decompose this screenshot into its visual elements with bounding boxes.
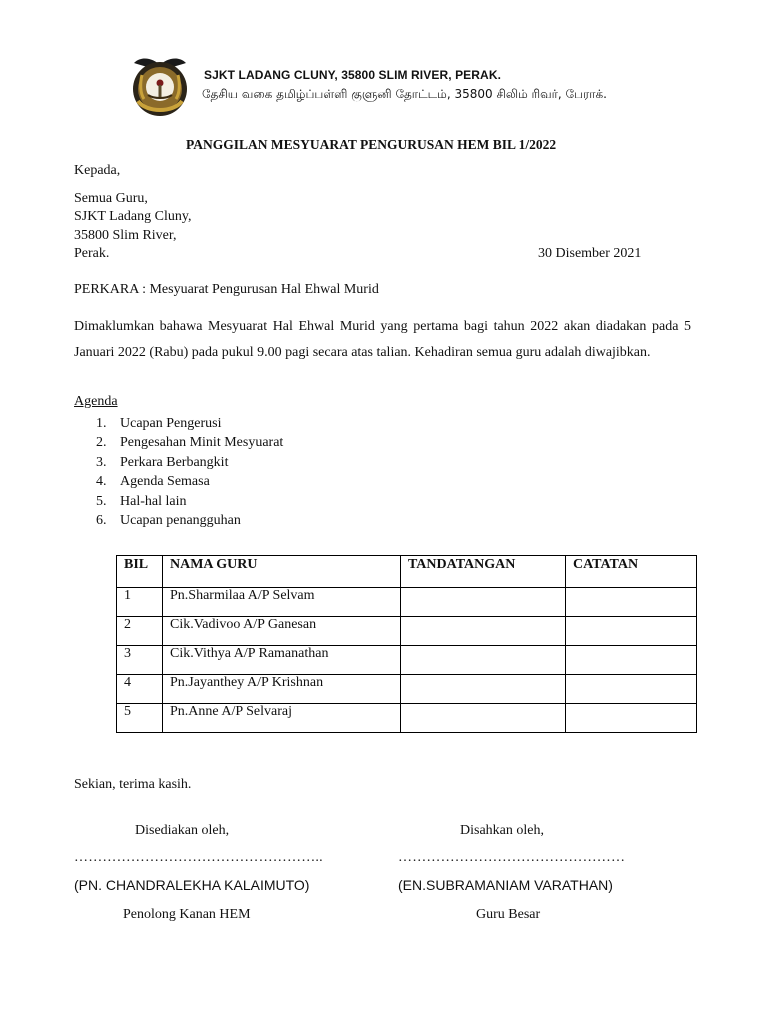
table-row xyxy=(117,646,697,675)
cell-catatan xyxy=(566,646,697,675)
recipient-line-3: 35800 Slim River, xyxy=(74,228,177,243)
cell-tandatangan xyxy=(401,617,566,646)
subject-line: PERKARA : Mesyuarat Pengurusan Hal Ehwal Murid xyxy=(74,282,379,297)
school-logo xyxy=(128,53,192,119)
cell-bil: 5 xyxy=(117,704,163,733)
header-tandatangan: TANDATANGAN xyxy=(401,556,566,588)
cell-bil: 2 xyxy=(117,617,163,646)
agenda-item: 2. Pengesahan Minit Mesyuarat xyxy=(96,435,284,451)
header-catatan: CATATAN xyxy=(566,556,697,588)
cell-catatan xyxy=(566,617,697,646)
cell-bil: 3 xyxy=(117,646,163,675)
closing-line: Sekian, terima kasih. xyxy=(74,777,192,792)
recipient-line-4: Perak. xyxy=(74,246,110,261)
cell-tandatangan xyxy=(401,675,566,704)
school-name-tamil: தேசிய வகை தமிழ்ப்பள்ளி குளுனி தோட்டம், 35800 சிலிம் ரிவர், பேராக். xyxy=(202,87,607,101)
cell-nama: Pn.Anne A/P Selvaraj xyxy=(163,704,401,733)
cell-nama: Cik.Vadivoo A/P Ganesan xyxy=(163,617,401,646)
signatory-name-left: (PN. CHANDRALEKHA KALAIMUTO) xyxy=(74,877,310,893)
recipient-line-1: Semua Guru, xyxy=(74,191,148,206)
table-row xyxy=(117,704,697,733)
attendance-table xyxy=(116,555,697,733)
cell-tandatangan xyxy=(401,646,566,675)
letter-date: 30 Disember 2021 xyxy=(538,246,642,261)
cell-bil: 1 xyxy=(117,588,163,617)
signatory-position-right: Guru Besar xyxy=(476,907,541,922)
signatory-position-left: Penolong Kanan HEM xyxy=(123,907,251,922)
school-name-english: SJKT LADANG CLUNY, 35800 SLIM RIVER, PERAK. xyxy=(204,68,502,82)
recipient-line-2: SJKT Ladang Cluny, xyxy=(74,209,192,224)
cell-nama: Pn.Jayanthey A/P Krishnan xyxy=(163,675,401,704)
cell-tandatangan xyxy=(401,588,566,617)
agenda-item: 5. Hal-hal lain xyxy=(96,493,187,509)
header-nama-guru: NAMA GURU xyxy=(163,556,401,588)
cell-bil: 4 xyxy=(117,675,163,704)
table-header-row xyxy=(117,556,697,588)
table-row xyxy=(117,617,697,646)
agenda-item: 6. Ucapan penangguhan xyxy=(96,512,241,528)
signature-line-left: …………………………………………….. xyxy=(74,850,323,865)
agenda-heading: Agenda xyxy=(74,394,118,409)
agenda-list xyxy=(74,414,283,530)
letter-title: PANGGILAN MESYUARAT PENGURUSAN HEM BIL 1/2022 xyxy=(186,137,557,152)
signature-line-right: ………………………………………… xyxy=(398,850,626,865)
cell-catatan xyxy=(566,675,697,704)
cell-catatan xyxy=(566,704,697,733)
header-bil: BIL xyxy=(117,556,163,588)
body-paragraph: Dimaklumkan bahawa Mesyuarat Hal Ehwal Murid yang pertama bagi tahun 2022 akan diadakan pada 5 Januari 2022 (Rabu) pada pukul 9.00 pagi secara atas talian. Kehadiran semua guru adalah diwajibkan. xyxy=(74,319,691,360)
cell-nama: Pn.Sharmilaa A/P Selvam xyxy=(163,588,401,617)
agenda-item: 3. Perkara Berbangkit xyxy=(96,454,229,470)
salutation: Kepada, xyxy=(74,163,121,178)
table-row xyxy=(117,588,697,617)
signatory-name-right: (EN.SUBRAMANIAM VARATHAN) xyxy=(398,877,613,893)
agenda-item: 1. Ucapan Pengerusi xyxy=(96,416,222,431)
agenda-item: 4. Agenda Semasa xyxy=(96,474,210,490)
cell-tandatangan xyxy=(401,704,566,733)
approved-by-label: Disahkan oleh, xyxy=(460,823,544,838)
cell-nama: Cik.Vithya A/P Ramanathan xyxy=(163,646,401,675)
prepared-by-label: Disediakan oleh, xyxy=(135,823,230,838)
table-row xyxy=(117,675,697,704)
cell-catatan xyxy=(566,588,697,617)
